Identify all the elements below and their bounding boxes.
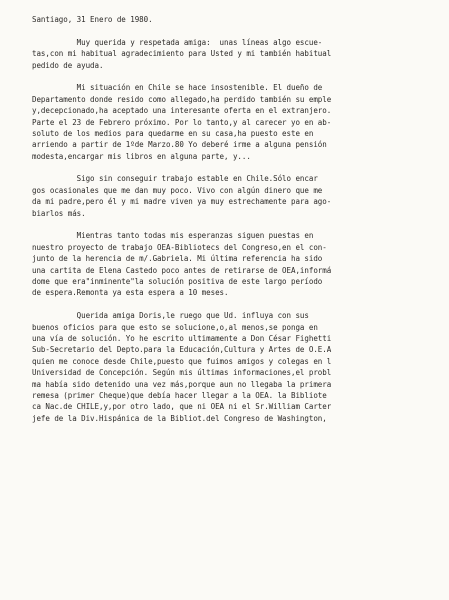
text-line: da mi padre,pero él y mi madre viven ya muy estrechamente para ago- xyxy=(32,197,332,207)
text-line: Mientras tanto todas mis esperanzas siguen puestas en xyxy=(32,231,314,241)
text-line: una cartita de Elena Castedo poco antes de retirarse de OEA,informá xyxy=(32,265,332,275)
text-line: Mi situación en Chile se hace insostenible. El dueño de xyxy=(32,83,323,93)
text-line: arriendo a partir de 1ºde Marzo.80 Yo deberé irme a alguna pensión xyxy=(32,140,327,150)
text-line: remesa (primer Cheque)que debía hacer llegar a la OEA. la Bibliote xyxy=(32,390,327,400)
paragraph-gap xyxy=(32,25,439,36)
paragraph-3 xyxy=(32,173,439,219)
text-line: Muy querida y respetada amiga: unas líneas algo escue- xyxy=(32,37,323,47)
text-line: y,decepcionado,ha aceptado una interesante oferta en el extranjero. xyxy=(32,106,332,116)
paragraph-2 xyxy=(32,82,439,162)
text-line: jefe de la Div.Hispánica de la Bibliot.del Congreso de Washington, xyxy=(32,413,327,423)
text-line: gos ocasionales que me dan muy poco. Vivo con algún dinero que me xyxy=(32,185,323,195)
paragraph-gap xyxy=(32,219,439,230)
paragraph-1 xyxy=(32,37,439,71)
paragraph-5 xyxy=(32,310,439,424)
text-line: Sigo sin conseguir trabajo estable en Chile.Sólo encar xyxy=(32,174,318,184)
text-line: quien me conoce desde Chile,puesto que fuimos amigos y colegas en l xyxy=(32,356,332,366)
paragraph-gap xyxy=(32,71,439,82)
text-line: Parte el 23 de Febrero próximo. Por lo tanto,y al carecer yo en ab- xyxy=(32,117,332,127)
text-line: pedido de ayuda. xyxy=(32,60,104,70)
letter-date: Santiago, 31 Enero de 1980. xyxy=(32,15,153,24)
text-line: de espera.Remonta ya esta espera a 10 meses. xyxy=(32,288,229,298)
text-line: biarlos más. xyxy=(32,208,86,218)
text-line: buenos oficios para que esto se solucione,o,al menos,se ponga en xyxy=(32,322,318,332)
text-line: modesta,encargar mis libros en alguna parte, y... xyxy=(32,151,251,161)
text-line: nuestro proyecto de trabajo OEA-Bibliotecs del Congreso,en el con- xyxy=(32,242,327,252)
text-line: Departamento donde resido como allegado,ha perdido también su emple xyxy=(32,94,332,104)
text-line: Querida amiga Doris,le ruego que Ud. influya con sus xyxy=(32,311,309,321)
paragraph-gap xyxy=(32,162,439,173)
paragraph-4 xyxy=(32,230,439,298)
text-line: Universidad de Concepción. Según mis últimas informaciones,el probl xyxy=(32,368,332,378)
text-line: Sub-Secretario del Depto.para la Educación,Cultura y Artes de O.E.A xyxy=(32,345,332,355)
text-line: una vía de solución. Yo he escrito ultimamente a Don César Fighetti xyxy=(32,333,332,343)
text-line: ca Nac.de CHILE,y,por otro lado, que ni OEA ni el Sr.William Carter xyxy=(32,402,332,412)
text-line: dome que era"inminente"la solución positiva de este largo período xyxy=(32,276,323,286)
paragraph-gap xyxy=(32,299,439,310)
text-line: ma había sido detenido una vez más,porque aun no llegaba la primera xyxy=(32,379,332,389)
text-line: soluto de los medios para quedarme en su casa,ha puesto este en xyxy=(32,128,314,138)
text-line: tas,con mi habitual agradecimiento para Usted y mi también habitual xyxy=(32,49,332,59)
text-line: junto de la herencia de m/.Gabriela. Mi última referencia ha sido xyxy=(32,254,323,264)
